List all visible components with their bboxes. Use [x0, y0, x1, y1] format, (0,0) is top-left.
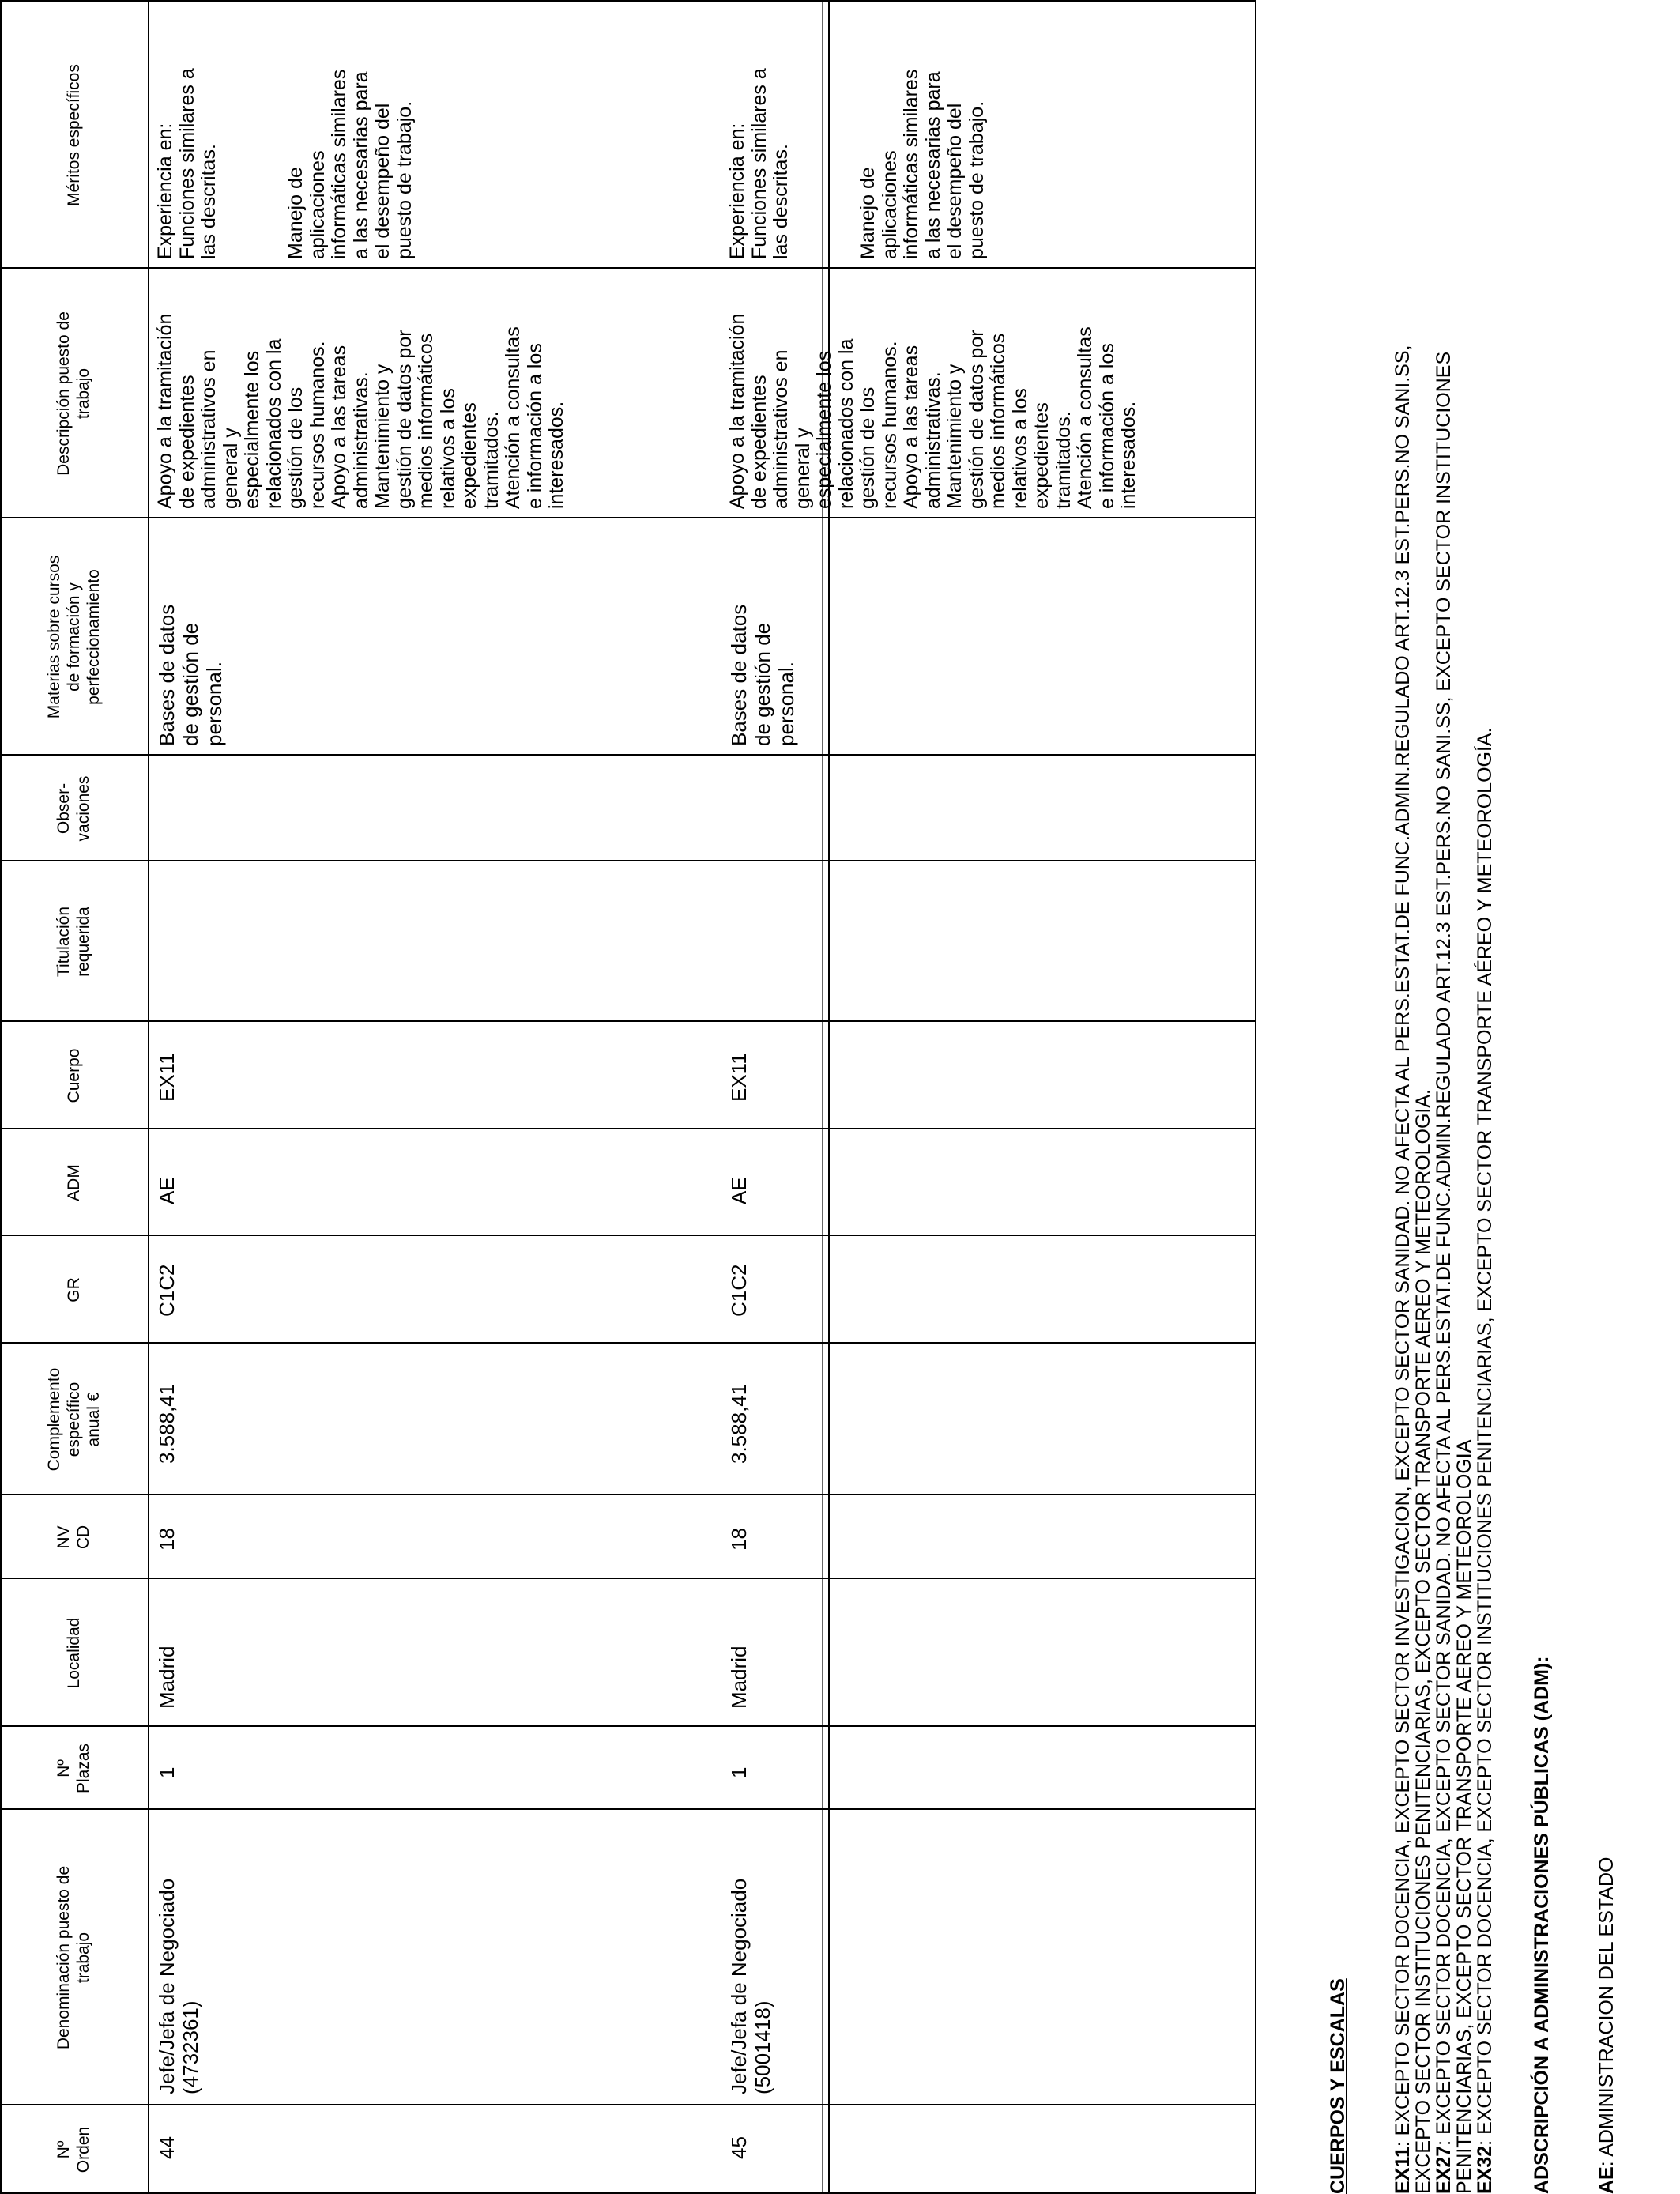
cell-complemento: 3.588,41: [727, 1383, 751, 1464]
header-descripcion: Descripción puesto de trabajo: [55, 311, 92, 476]
header-complemento: Complemento específico anual €: [44, 1367, 103, 1472]
col-line: [0, 1342, 1256, 1344]
col-line: [0, 754, 1256, 756]
cell-descripcion: Apoyo a la tramitación de expedientes administrativos en general y especialmente los relacionados con la gestión de los recursos humanos. Apoyo a las tareas administrativas. Mantenimiento y gestión de datos por medios informáticos relativos a los expedientes tramitados. Atención a consultas e información a los interesados.: [726, 313, 1139, 509]
code-ex11: EX11: [1392, 2147, 1414, 2194]
legend-ex27-text: : EXCEPTO SECTOR DOCENCIA, EXCEPTO SECTOR SANIDAD. NO AFECTA AL PERS.ESTAT.DE FUNC.ADMIN.REGULADO ART.12.3 EST.PERS.NO SANI.SS, EXCEPTO SECTOR INSTITUCIONES: [1433, 351, 1455, 2146]
cell-plazas: 1: [727, 1766, 751, 1778]
legend-ex11-cont: EXCEPTO SECTOR INSTITUCIONES PENITENCIARIAS, EXCEPTO SECTOR TRANSPORTE AEREO Y METEOROLOGIA.: [1412, 1089, 1434, 2194]
col-line: [0, 1578, 1256, 1579]
header-denominacion: Denominación puesto de trabajo: [55, 1865, 92, 2050]
cell-adm: AE: [727, 1177, 751, 1204]
header-meritos: Méritos específicos: [64, 64, 83, 206]
cell-orden: 45: [727, 2136, 751, 2159]
legend-ex32-text: : EXCEPTO SECTOR DOCENCIA, EXCEPTO SECTOR INSTITUCIONES PENITENCIARIAS, EXCEPTO SECTOR TRANSPORTE AÉREO Y METEOROLOGÍA.: [1474, 727, 1496, 2146]
cuerpos-title: CUERPOS Y ESCALAS: [1327, 1978, 1349, 2194]
cell-descripcion: Apoyo a la tramitación de expedientes administrativos en general y especialmente los relacionados con la gestión de los recursos humanos. Apoyo a las tareas administrativas. Mantenimiento y gestión de datos por medios informáticos relativos a los expedientes tramitados. Atención a consultas e información a los interesados.: [154, 313, 567, 509]
table-bottom-border: [1255, 0, 1256, 2194]
header-bottom-border: [148, 0, 149, 2194]
legend-ex32: [1475, 727, 1496, 2194]
col-line: [0, 1725, 1256, 1727]
cell-materias: Bases de datos de gestión de personal.: [727, 604, 798, 746]
col-line: [0, 267, 1256, 269]
table-top-border: [0, 0, 2, 2194]
header-nvcd: NV CD: [55, 1525, 92, 1550]
code-ex32: EX32: [1474, 2145, 1496, 2194]
legend-ex11: [1392, 345, 1414, 2194]
header-plazas: Nº Plazas: [55, 1743, 92, 1794]
header-observaciones: Obser- vaciones: [55, 775, 92, 842]
cell-materias: Bases de datos de gestión de personal.: [155, 604, 226, 746]
col-line: [0, 1128, 1256, 1129]
header-materias: Materias sobre cursos de formación y perfeccionamiento: [44, 555, 103, 719]
col-line: [0, 2104, 1256, 2105]
cell-denominacion: Jefe/Jefa de Negociado (4732361): [155, 1878, 202, 2094]
cell-localidad: Madrid: [155, 1646, 179, 1709]
cell-orden: 44: [155, 2136, 179, 2159]
cell-denominacion: Jefe/Jefa de Negociado (5001418): [727, 1878, 774, 2094]
col-line: [0, 1808, 1256, 1810]
cell-cuerpo: EX11: [727, 1053, 751, 1102]
col-line: [0, 1235, 1256, 1236]
cell-nvcd: 18: [727, 1528, 751, 1551]
legend-ex27: [1433, 352, 1455, 2194]
header-adm: ADM: [64, 1164, 83, 1201]
legend: [1328, 0, 1675, 2194]
cell-localidad: Madrid: [727, 1646, 751, 1709]
header-orden: Nº Orden: [55, 2126, 92, 2173]
cell-complemento: 3.588,41: [155, 1383, 179, 1464]
col-line: [0, 517, 1256, 518]
header-localidad: Localidad: [64, 1617, 83, 1689]
legend-ex27-cont: PENITENCIARIAS, EXCEPTO SECTOR TRANSPORTE AEREO Y METEOROLOGIA: [1453, 1439, 1475, 2194]
legend-ae-text: : ADMINISTRACION DEL ESTADO: [1595, 1857, 1618, 2167]
cell-gr: C1C2: [155, 1264, 179, 1317]
col-line: [0, 860, 1256, 861]
col-line: [0, 1494, 1256, 1495]
legend-ex11-text: : EXCEPTO SECTOR DOCENCIA, EXCEPTO SECTOR INVESTIGACION, EXCEPTO SECTOR SANIDAD. NO AFECTA AL PERS.ESTAT.DE FUNC.ADMIN.REGULADO ART.12.3 EST.PERS.NO SANI.SS,: [1392, 345, 1414, 2147]
cell-cuerpo: EX11: [155, 1053, 179, 1102]
cell-meritos: Experiencia en: Funciones similares a las descritas. Manejo de aplicaciones informáticas similares a las necesarias para el desempeño del puesto de trabajo.: [726, 68, 988, 259]
cell-nvcd: 18: [155, 1528, 179, 1551]
legend-ae: [1596, 1857, 1618, 2194]
cell-meritos: Experiencia en: Funciones similares a las descritas. Manejo de aplicaciones informáticas similares a las necesarias para el desempeño del puesto de trabajo.: [154, 68, 416, 259]
col-line: [0, 1020, 1256, 1022]
adm-title: ADSCRIPCIÓN A ADMINISTRACIONES PÚBLICAS (ADM):: [1531, 1656, 1553, 2194]
header-cuerpo: Cuerpo: [64, 1048, 83, 1103]
code-ae: AE: [1595, 2166, 1618, 2194]
cell-adm: AE: [155, 1177, 179, 1204]
header-gr: GR: [64, 1277, 83, 1302]
code-ex27: EX27: [1433, 2145, 1455, 2194]
cell-gr: C1C2: [727, 1264, 751, 1317]
header-titulacion: Titulación requerida: [55, 906, 92, 978]
cell-plazas: 1: [155, 1766, 179, 1778]
col-line: [0, 0, 1256, 2]
